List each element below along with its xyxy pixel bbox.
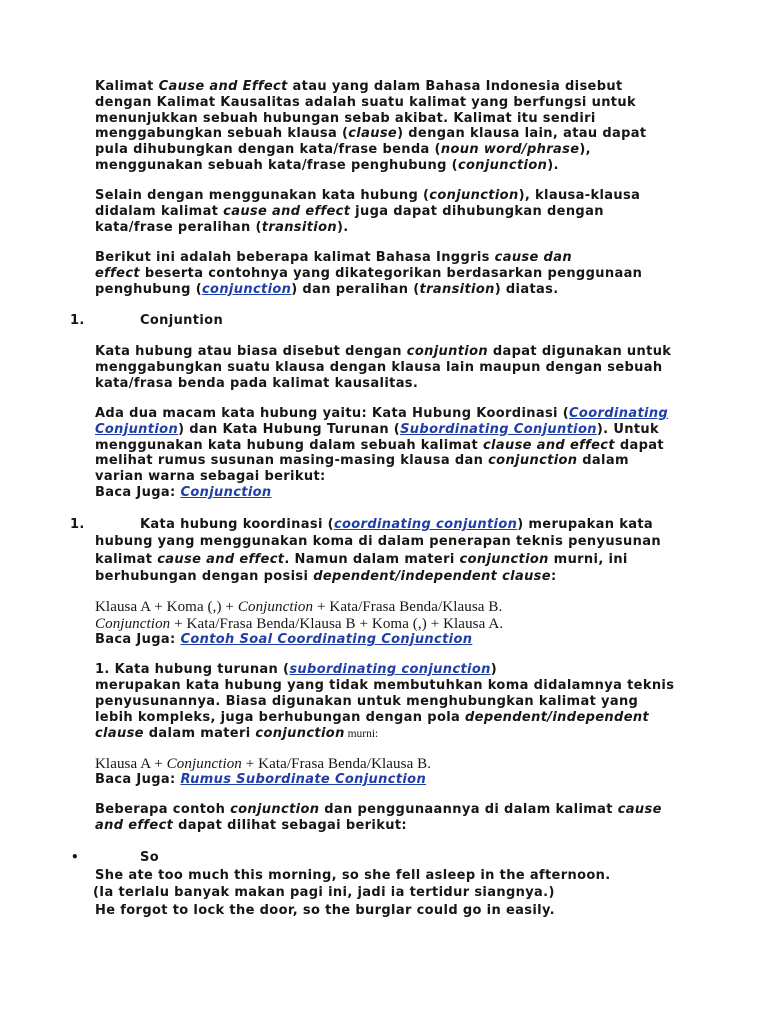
examples-intro-paragraph (95, 802, 662, 834)
text-segment: Ada dua macam kata hubung yaitu: Kata Hubung Koordinasi ( (95, 406, 570, 421)
italic-term: dependent/independent (465, 710, 650, 725)
paragraph-line (95, 438, 668, 454)
read-also-link[interactable]: Contoh Soal Coordinating Conjunction (180, 632, 473, 647)
text-segment: . Namun dalam materi (284, 551, 460, 567)
text-segment: Klausa A + Koma (,) + (95, 599, 238, 615)
text-segment: murni, ini (548, 551, 628, 567)
text-segment: ). (336, 220, 349, 235)
formula-line (95, 599, 503, 616)
text-segment: didalam kalimat (95, 204, 224, 219)
list-item-line (95, 662, 674, 678)
read-also-link[interactable]: Conjunction (180, 484, 272, 500)
italic-term: conjunction (488, 453, 578, 469)
text-segment: Beberapa contoh (95, 802, 231, 817)
italic-term: clause and effect (482, 437, 615, 453)
text-segment: Kata hubung turunan ( (114, 662, 290, 677)
italic-term: effect (95, 266, 140, 281)
italic-term: noun word/phrase (440, 142, 580, 158)
text-segment: + Kata/Frasa Benda/Klausa B + Koma (,) + Klausa A. (170, 615, 504, 632)
paragraph-line (95, 250, 642, 266)
italic-term: transition (261, 220, 337, 235)
example-so (71, 849, 611, 919)
list-item-line (70, 313, 224, 329)
paragraph-line: kata/frasa benda pada kalimat kausalitas. (95, 376, 419, 391)
coordinating-conjuntion-link-cont[interactable]: Conjuntion (95, 421, 179, 437)
text-segment: ), (579, 142, 591, 158)
subordinating-formula (95, 756, 431, 788)
example-title: So (140, 850, 159, 865)
paragraph-line: hubung yang menggunakan koma di dalam penerapan teknis penyusunan (95, 534, 661, 550)
text-segment: dalam (577, 453, 629, 469)
paragraph-line: penyusunannya. Biasa digunakan untuk menghubungkan kalimat yang (95, 694, 639, 709)
section-conjunction-heading (70, 313, 224, 329)
paragraph-line (95, 220, 640, 236)
paragraph-line (95, 453, 668, 469)
intro-line: dengan Kalimat Kausalitas adalah suatu kalimat yang berfungsi untuk (95, 94, 636, 110)
coordinating-formula (95, 599, 503, 649)
conjunction-link[interactable]: conjunction (201, 282, 292, 297)
text-segment: melihat rumus susunan masing-masing klausa dan (95, 453, 489, 469)
italic-term: conjuntion (406, 344, 488, 359)
italic-term: cause (617, 802, 662, 817)
italic-term: Cause and Effect (158, 79, 288, 94)
list-item-line (70, 516, 661, 533)
paragraph-line (95, 406, 668, 422)
paragraph-line (95, 726, 674, 742)
coordinating-item (70, 516, 661, 586)
subordinating-conjuntion-link[interactable]: Subordinating Conjuntion (400, 421, 597, 437)
paragraph-line (95, 568, 661, 585)
italic-term: Conjunction (95, 615, 171, 632)
text-segment: ) dengan klausa lain, atau dapat (397, 126, 647, 142)
text-segment: kata/frase peralihan ( (95, 220, 262, 235)
text-segment: Kalimat (95, 79, 159, 94)
intro-line: menunjukkan sebuah hubungan sebab akibat. Kalimat itu sendiri (95, 110, 596, 126)
text-segment: kalimat (95, 551, 158, 567)
text-segment: ) merupakan kata (517, 517, 654, 532)
italic-term: conjunction (457, 157, 548, 173)
subordinating-conjunction-link[interactable]: subordinating conjunction (289, 662, 491, 677)
intro-line (95, 126, 647, 142)
read-also-label: Baca Juga: (95, 772, 181, 787)
text-segment: Kata hubung koordinasi ( (140, 517, 334, 532)
conjunction-definition-paragraph (95, 344, 671, 392)
text-segment: dapat (614, 437, 664, 453)
intro-paragraph (95, 79, 647, 174)
text-segment: pula dihubungkan dengan kata/frase benda ( (95, 142, 441, 158)
paragraph-line (95, 266, 642, 282)
text-segment: ) dan peralihan ( (291, 282, 420, 297)
text-segment: dalam materi (143, 726, 256, 741)
list-number: 1. (70, 313, 85, 328)
read-also-label: Baca Juga: (95, 632, 181, 647)
text-segment: + Kata/Frasa Benda/Klausa B. (313, 599, 503, 615)
text-segment: beserta contohnya yang dikategorikan berdasarkan penggunaan (139, 266, 643, 281)
bullet-icon: • (71, 850, 80, 864)
text-segment: juga dapat dihubungkan dengan (350, 204, 604, 219)
text-segment: ) dan Kata Hubung Turunan ( (178, 421, 401, 437)
paragraph-line (95, 204, 640, 220)
section-title: Conjuntion (140, 313, 224, 328)
paragraph-line (95, 344, 671, 360)
text-segment: + Kata/Frasa Benda/Klausa B. (241, 756, 432, 772)
formula-line (95, 616, 503, 633)
intro-line (95, 142, 647, 158)
paragraph-line: merupakan kata hubung yang tidak membutuhkan koma didalamnya teknis (95, 678, 675, 693)
text-segment: dan penggunaannya di dalam kalimat (319, 802, 618, 817)
italic-term: transition (419, 282, 495, 297)
example-sentence: He forgot to lock the door, so the burglar could go in easily. (95, 902, 555, 918)
text-segment: atau yang dalam Bahasa Indonesia disebut (287, 79, 623, 94)
read-also-line (95, 485, 668, 501)
paragraph-line (95, 551, 661, 568)
text-segment: Berikut ini adalah beberapa kalimat Bahasa Inggris (95, 250, 495, 265)
italic-term: conjunction (429, 188, 519, 203)
text-segment: ). Untuk (596, 421, 659, 437)
read-also-line (95, 772, 431, 788)
italic-term: conjunction (255, 726, 345, 741)
italic-term: cause dan (494, 250, 572, 265)
text-segment: dapat digunakan untuk (488, 344, 672, 359)
text-segment: : (550, 569, 557, 585)
conjunction-types-paragraph (95, 406, 668, 501)
read-also-line (95, 632, 503, 649)
overview-paragraph (95, 250, 642, 298)
text-segment: Klausa A + (95, 756, 167, 772)
text-segment: lebih kompleks, juga berhubungan dengan pola (95, 710, 466, 725)
list-number: 1. (95, 662, 110, 677)
paragraph-line (95, 422, 668, 438)
bullet-item-line (71, 849, 611, 867)
paragraph-line (95, 710, 674, 726)
text-segment: menggabungkan sebuah klausa ( (95, 126, 349, 142)
italic-term: cause and effect (223, 204, 351, 219)
coordinating-conjuntion-link[interactable]: Coordinating (569, 406, 669, 421)
italic-term: conjunction (459, 551, 549, 567)
text-segment: berhubungan dengan posisi (95, 569, 314, 585)
list-number: 1. (70, 517, 85, 532)
text-segment: ) diatas. (494, 282, 559, 297)
paragraph-line (95, 818, 662, 834)
intro-line (95, 79, 647, 95)
example-translation: (Ia terlalu banyak makan pagi ini, jadi ia tertidur siangnya.) (93, 885, 555, 900)
italic-term: Conjunction (237, 599, 314, 615)
small-text: murni: (344, 728, 379, 740)
text-segment: Selain dengan menggunakan kata hubung ( (95, 188, 430, 203)
read-also-label: Baca Juga: (95, 484, 181, 500)
paragraph-line: varian warna sebagai berikut: (95, 469, 326, 485)
italic-term: and effect (95, 818, 174, 833)
subordinating-item (95, 662, 674, 742)
text-segment: dapat dilihat sebagai berikut: (173, 818, 407, 833)
paragraph-line (95, 188, 640, 204)
coordinating-conjuntion-link[interactable]: coordinating conjuntion (333, 517, 518, 532)
text-segment: ). (547, 157, 559, 173)
paragraph-line (95, 802, 662, 818)
text-segment: menggunakan kata hubung dalam sebuah kalimat (95, 437, 483, 453)
text-segment: ) (490, 662, 497, 677)
intro-line (95, 158, 647, 174)
italic-term: cause and effect (157, 551, 285, 567)
paragraph-line: menggabungkan suatu klausa dengan klausa lain maupun dengan sebuah (95, 360, 663, 375)
text-segment: ), klausa-klausa (518, 188, 641, 203)
italic-term: Conjunction (166, 756, 242, 772)
italic-term: dependent/independent clause (313, 569, 551, 585)
italic-term: conjunction (230, 802, 320, 817)
example-sentence: She ate too much this morning, so she fell asleep in the afternoon. (95, 867, 611, 883)
read-also-link[interactable]: Rumus Subordinate Conjunction (180, 772, 427, 787)
text-segment: Kata hubung atau biasa disebut dengan (95, 344, 407, 359)
italic-term: clause (348, 126, 398, 142)
paragraph-line (95, 282, 642, 298)
formula-line (95, 756, 431, 772)
text-segment: penghubung ( (95, 282, 202, 297)
transition-paragraph (95, 188, 640, 236)
text-segment: menggunakan sebuah kata/frase penghubung ( (95, 157, 458, 173)
italic-term: clause (95, 726, 144, 741)
